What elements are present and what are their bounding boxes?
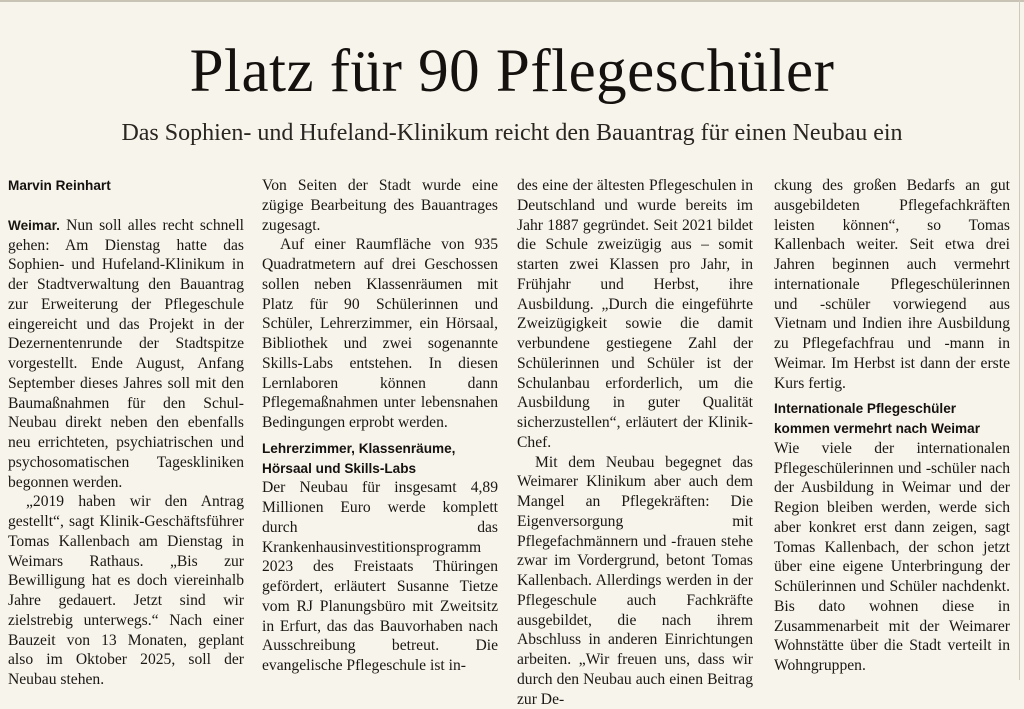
paragraph: ckung des großen Bedarfs an gut ausgebildeten Pflegefachkräften leisten können“, so Tomas Kallenbach weiter. Seit etwa drei Jahren beginnen auch vermehrt internationale Pflegeschülerinnen und -schüler vorwiegend aus Vietnam und Indien ihre Ausbildung zu Pflegefachfrau und -mann in Weimar. Im Herbst ist dann der erste Kurs fertig. — [774, 176, 1010, 393]
article-column-3 — [517, 176, 753, 678]
page-edge-top — [0, 0, 1024, 2]
article-column-1 — [8, 176, 244, 678]
paragraph: Der Neubau für insgesamt 4,89 Millionen Euro werde komplett durch das Krankenhausinvestitionsprogramm 2023 des Freistaats Thüringen gefördert, erläutert Susanne Tietze vom RJ Planungsbüro mit Zweitsitz in Erfurt, das das Bauvorhaben nach Ausschreibung betreut. Die evangelische Pflegeschule ist in- — [262, 478, 498, 676]
author-byline: Marvin Reinhart — [8, 176, 244, 196]
paragraph: Von Seiten der Stadt wurde eine zügige Bearbeitung des Bauantrages zugesagt. — [262, 176, 498, 235]
paragraph: des eine der ältesten Pflegeschulen in Deutschland und wurde bereits im Jahr 1887 gegründet. Seit 2021 bildet die Schule zweizügig aus – somit starten zwei Klassen pro Jahr, in Frühjahr und Herbst, ihre Ausbildung. „Durch die eingeführte Zweizügigkeit sowie die damit verbundene gestiegene Zahl der Schülerinnen und Schüler ist der Schulanbau erforderlich, um die Ausbildung in guter Qualität sicherzustellen“, erläutert der Klinik-Chef. — [517, 176, 753, 453]
paragraph: Auf einer Raumfläche von 935 Quadratmetern auf drei Geschossen sollen neben Klassenräumen mit Platz für 90 Schülerinnen und Schüler, Lehrerzimmer, ein Hörsaal, Bibliothek und zwei sogenannte Skills-Labs entstehen. In diesen Lernlaboren können dann Pflegemaßnahmen unter lebensnahen Bedingungen erprobt werden. — [262, 235, 498, 433]
article-headline: Platz für 90 Pflegeschüler — [0, 36, 1024, 108]
section-subhead: Internationale Pflegeschüler kommen vermehrt nach Weimar — [774, 399, 1010, 439]
paragraph — [8, 216, 244, 493]
paragraph: „2019 haben wir den Antrag gestellt“, sagt Klinik-Geschäftsführer Tomas Kallenbach am Dienstag in Weimars Rathaus. „Bis zur Bewilligung hat es doch viereinhalb Jahre gedauert. Jetzt sind wir zielstrebig unterwegs.“ Nach einer Bauzeit von 13 Monaten, geplant also im Oktober 2025, soll der Neubau stehen. — [8, 492, 244, 690]
section-subhead: Lehrerzimmer, Klassenräume, Hörsaal und Skills-Labs — [262, 439, 498, 479]
paragraph: Wie viele der internationalen Pflegeschülerinnen und -schüler nach der Ausbildung in Weimar und der Region bleiben werden, werde sich aber konkret erst dann zeigen, sagt Tomas Kallenbach, der schon jetzt über eine eigene Unterbringung der Schülerinnen und Schüler nachdenkt. Bis dato wohnen diese in Zusammenarbeit mit der Weimarer Wohnstätte über die Stadt verteilt in Wohngruppen. — [774, 439, 1010, 676]
article-column-4 — [774, 176, 1010, 678]
article-subheadline: Das Sophien- und Hufeland-Klinikum reicht den Bauantrag für einen Neubau ein — [0, 118, 1024, 148]
dateline: Weimar. — [8, 218, 60, 233]
paragraph: Mit dem Neubau begegnet das Weimarer Klinikum aber auch dem Mangel an Pflegekräften: Die Eigenversorgung mit Pflegefachmännern und -frauen stehe zwar im Vordergrund, betont Tomas Kallenbach. Allerdings werden in der Pflegeschule auch Fachkräfte ausgebildet, die nach ihrem Abschluss in anderen Einrichtungen arbeiten. „Wir freuen uns, dass wir durch den Neubau auch einen Beitrag zur De- — [517, 453, 753, 709]
paragraph-text: Nun soll alles recht schnell gehen: Am Dienstag hatte das Sophien- und Hufeland-Klinikum in der Stadtverwaltung den Bauantrag zur Erweiterung der Pflegeschule eingereicht und das Projekt in der Dezernentenrunde der Stadtspitze vorgestellt. Ende August, Anfang September dieses Jahres soll mit den Baumaßnahmen für den Schul-Neubau direkt neben den ebenfalls neu errichteten, psychiatrischen und psychosomatischen Tageskliniken begonnen werden. — [8, 217, 244, 491]
article-column-2 — [262, 176, 498, 678]
